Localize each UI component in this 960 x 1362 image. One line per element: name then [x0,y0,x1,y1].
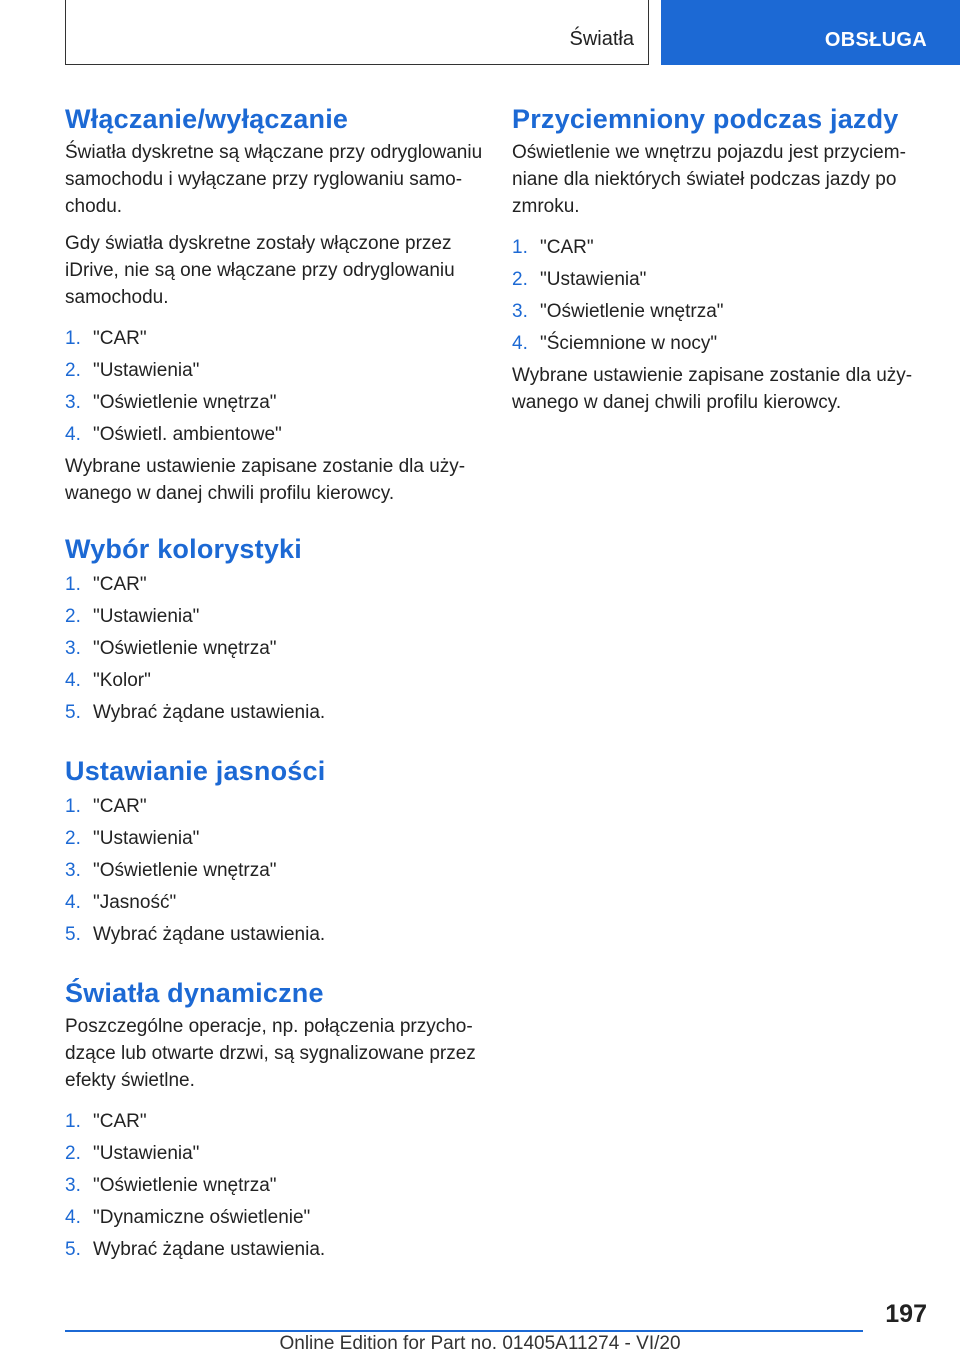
step-text: "Ściemnione w nocy" [540,333,718,354]
paragraph: Światła dyskretne są włączane przy odryglowaniu samochodu i wyłączane przy ryglowaniu samochodu. [65,142,483,217]
step-text: "Ustawienia" [93,360,200,381]
step-number: 1. [65,796,81,817]
steps-list [65,791,483,951]
step-number: 1. [65,328,81,349]
step-number: 1. [65,574,81,595]
list-item [65,887,483,919]
steps-list [512,232,917,360]
header-box [65,0,649,65]
step-text: "CAR" [93,1111,147,1132]
step-text: "Ustawienia" [93,606,200,627]
step-number: 4. [65,1207,81,1228]
step-text: Wybrać żądane ustawienia. [93,924,326,945]
step-number: 4. [65,670,81,691]
list-item [65,791,483,823]
right-column [512,103,917,426]
list-item [65,1106,483,1138]
step-number: 3. [65,860,81,881]
step-text: "Jasność" [93,892,177,913]
paragraph: Wybrane ustawienie zapisane zostanie dla używanego w danej chwili profilu kierowcy. [512,365,913,413]
list-item [65,387,483,419]
list-item [65,1234,483,1266]
step-text: "CAR" [93,328,147,349]
list-item [512,264,917,296]
heading-wlaczanie: Włączanie/wyłączanie [65,104,349,134]
step-text: "Oświetl. ambientowe" [93,424,282,445]
step-text: "CAR" [93,796,147,817]
steps-list [65,569,483,729]
step-number: 1. [65,1111,81,1132]
step-number: 2. [65,606,81,627]
page-number: 197 [885,1300,927,1328]
steps-list [65,1106,483,1266]
step-number: 2. [65,1143,81,1164]
list-item [512,232,917,264]
list-item [65,1138,483,1170]
list-item [65,919,483,951]
paragraph: Gdy światła dyskretne zostały włączone przez iDrive, nie są one włączane przy odryglowaniu samochodu. [65,233,455,308]
step-text: "Oświetlenie wnętrza" [93,392,277,413]
header-chapter-tab[interactable] [661,0,960,65]
list-item [65,697,483,729]
footer-edition-text: Online Edition for Part no. 01405A11274 - VI/20 [279,1333,681,1354]
list-item [512,296,917,328]
heading-swiatla-dynamiczne: Światła dynamiczne [65,978,324,1008]
list-item [65,1170,483,1202]
step-number: 3. [65,392,81,413]
step-text: "Ustawienia" [540,269,647,290]
list-item [65,323,483,355]
left-column [65,103,483,1268]
step-text: "CAR" [93,574,147,595]
step-number: 3. [65,1175,81,1196]
heading-wybor-kolorystyki: Wybór kolorystyki [65,534,302,564]
step-text: "Ustawienia" [93,828,200,849]
step-number: 5. [65,1239,81,1260]
step-number: 3. [512,301,528,322]
list-item [65,601,483,633]
header-section-title: Światła [569,28,634,50]
heading-przyciemniony: Przyciemniony podczas jazdy [512,104,899,134]
list-item [65,1202,483,1234]
step-text: "Kolor" [93,670,151,691]
footer-divider [65,1330,863,1332]
step-text: Wybrać żądane ustawienia. [93,1239,326,1260]
paragraph: Wybrane ustawienie zapisane zostanie dla używanego w danej chwili profilu kierowcy. [65,456,466,504]
step-number: 4. [65,424,81,445]
step-number: 2. [65,828,81,849]
step-number: 5. [65,702,81,723]
list-item [65,823,483,855]
step-text: Wybrać żądane ustawienia. [93,702,326,723]
step-text: "Ustawienia" [93,1143,200,1164]
step-number: 1. [512,237,528,258]
list-item [512,328,917,360]
list-item [65,633,483,665]
step-text: "Dynamiczne oświetlenie" [93,1207,311,1228]
step-text: "Oświetlenie wnętrza" [93,638,277,659]
step-number: 3. [65,638,81,659]
step-text: "Oświetlenie wnętrza" [93,860,277,881]
step-text: "Oświetlenie wnętrza" [540,301,724,322]
heading-ustawianie-jasnosci: Ustawianie jasności [65,756,326,786]
steps-list [65,323,483,451]
list-item [65,665,483,697]
step-number: 2. [512,269,528,290]
step-number: 4. [512,333,528,354]
list-item [65,419,483,451]
header-chapter-label: OBSŁUGA [824,29,927,51]
step-number: 5. [65,924,81,945]
paragraph: Poszczególne operacje, np. połączenia przychodzące lub otwarte drzwi, są sygnalizowane przez efekty świetlne. [65,1016,476,1091]
list-item [65,569,483,601]
step-text: "Oświetlenie wnętrza" [93,1175,277,1196]
step-number: 2. [65,360,81,381]
list-item [65,355,483,387]
step-number: 4. [65,892,81,913]
paragraph: Oświetlenie we wnętrzu pojazdu jest przyciemniane dla niektórych świateł podczas jazdy po zmroku. [512,142,906,217]
step-text: "CAR" [540,237,594,258]
list-item [65,855,483,887]
